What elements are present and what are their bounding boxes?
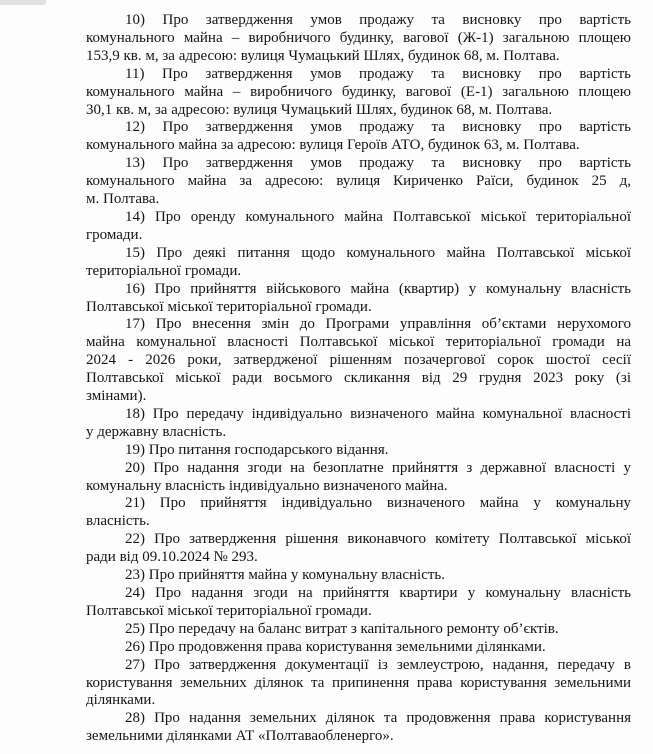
text-line: Полтавської міської ради восьмого скликання від 29 грудня 2023 року (зі [86, 370, 631, 387]
text-line: громади. [86, 226, 143, 243]
text-line: 153,9 кв. м, за адресою: вулиця Чумацький Шлях, будинок 68, м. Полтава. [86, 47, 560, 64]
agenda-item-16 [86, 281, 631, 317]
agenda-item-11 [86, 66, 631, 120]
text-line: 15) Про деякі питання щодо комунального майна Полтавської міської [125, 244, 631, 261]
text-line: власність. [86, 513, 150, 530]
agenda-item-17 [86, 316, 631, 406]
text-line: 21) Про прийняття індивідуально визначеного майна у комунальну [125, 495, 631, 512]
text-line: 17) Про внесення змін до Програми управління об’єктами нерухомого [125, 316, 631, 333]
text-line: комунального майна за адресою: вулиця Кириченко Раїси, будинок 25 д, [86, 173, 631, 190]
scan-artifact-smudge [0, 0, 46, 5]
text-line: 22) Про затвердження рішення виконавчого комітету Полтавської міської [125, 531, 631, 548]
text-line: 25) Про передачу на баланс витрат з капітального ремонту об’єктів. [125, 620, 559, 637]
text-line: 14) Про оренду комунального майна Полтавської міської територіальної [125, 208, 631, 225]
text-line: комунального майна за адресою: вулиця Героїв АТО, будинок 63, м. Полтава. [86, 137, 580, 154]
text-line: 2024 - 2026 роки, затвердженої рішенням позачергової сорок шостої сесії [86, 352, 631, 369]
text-line: 30,1 кв. м, за адресою: вулиця Чумацький Шлях, будинок 68, м. Полтава. [86, 101, 553, 118]
agenda-item-12 [86, 119, 631, 155]
text-line: 20) Про надання згоди на безоплатне прийняття з державної власності у [125, 459, 631, 476]
text-line: майна комунальної власності Полтавської міської територіальної громади на [86, 334, 631, 351]
text-line: 26) Про продовження права користування земельними ділянками. [125, 638, 546, 655]
agenda-item-28 [86, 710, 631, 746]
agenda-item-24 [86, 585, 631, 621]
text-line: у державну власність. [86, 423, 227, 440]
text-line: 13) Про затвердження умов продажу та висновку про вартість [125, 155, 631, 172]
agenda-item-26 [86, 639, 631, 657]
text-line: 27) Про затвердження документації із землеустрою, надання, передачу в [125, 656, 631, 673]
text-line: 11) Про затвердження умов продажу та висновку про вартість [125, 65, 631, 82]
text-line: змінами). [86, 388, 147, 405]
document-page [86, 12, 631, 746]
text-line: 19) Про питання господарського відання. [125, 441, 389, 458]
agenda-item-15 [86, 245, 631, 281]
text-line: користування земельних ділянок та припинення права користування земельними [86, 674, 631, 691]
agenda-item-20 [86, 460, 631, 496]
text-line: 18) Про передачу індивідуально визначеного майна комунальної власності [125, 405, 631, 422]
agenda-item-27 [86, 657, 631, 711]
text-line: 10) Про затвердження умов продажу та висновку про вартість [125, 12, 631, 28]
text-line: комунального майна – виробничого будинку, вагової (Ж-1) загальною площею [86, 29, 631, 46]
text-line: 24) Про надання згоди на прийняття квартири у комунальну власність [125, 585, 631, 601]
agenda-item-22 [86, 531, 631, 567]
text-line: 12) Про затвердження умов продажу та висновку про вартість [125, 119, 631, 136]
agenda-item-19 [86, 442, 631, 460]
agenda-item-13 [86, 155, 631, 209]
text-line: Полтавської міської територіальної громади. [86, 602, 372, 619]
agenda-item-21 [86, 495, 631, 531]
agenda-item-14 [86, 209, 631, 245]
agenda-item-23 [86, 567, 631, 585]
text-line: Полтавської міської територіальної громади. [86, 298, 372, 315]
text-line: ділянками. [86, 692, 156, 709]
text-line: 28) Про надання земельних ділянок та продовження права користування [125, 710, 631, 727]
text-line: 23) Про прийняття майна у комунальну власність. [125, 567, 445, 584]
agenda-item-25 [86, 621, 631, 639]
text-line: територіальної громади. [86, 262, 242, 279]
agenda-item-10 [86, 12, 631, 66]
text-line: 16) Про прийняття військового майна (квартир) у комунальну власність [125, 280, 631, 297]
text-line: ради від 09.10.2024 № 293. [86, 549, 258, 566]
text-line: комунального майна – виробничого будинку, вагової (Е-1) загальною площею [86, 83, 631, 100]
text-line: земельними ділянками АТ «Полтаваобленерго». [86, 728, 394, 745]
agenda-item-18 [86, 406, 631, 442]
text-line: комунальну власність індивідуально визначеного майна. [86, 477, 448, 494]
text-line: м. Полтава. [86, 191, 160, 208]
